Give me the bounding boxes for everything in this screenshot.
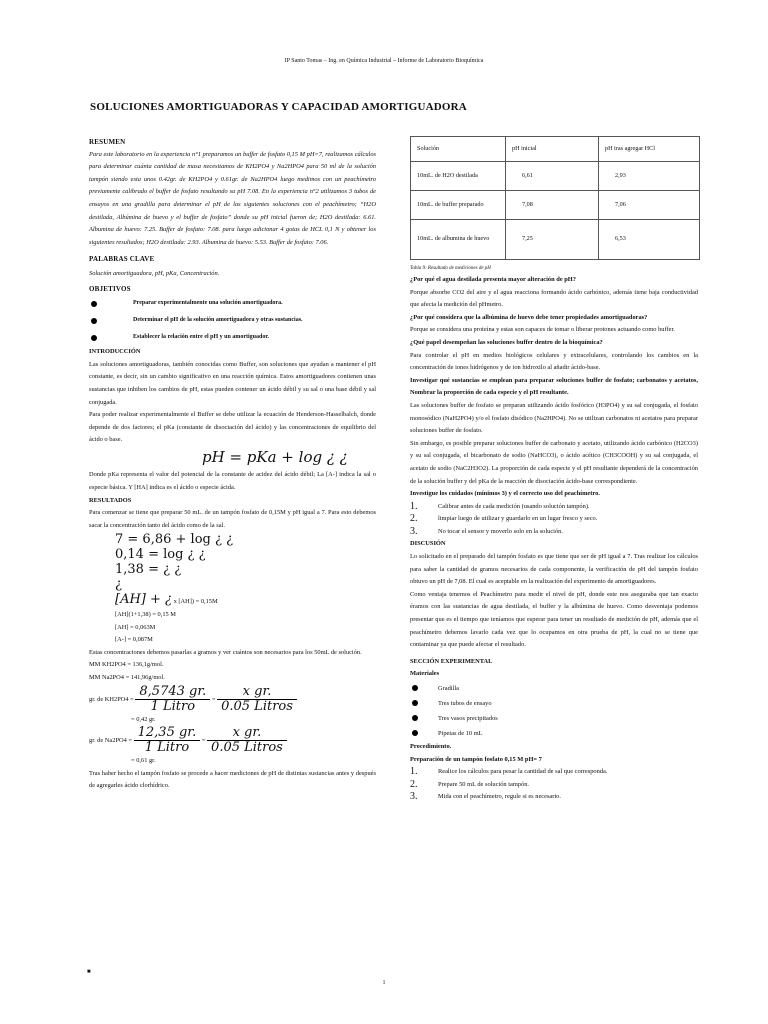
step-item: 3. Mida con el peachímetro, regule si es necesario. [410, 791, 561, 803]
table-row [411, 191, 700, 220]
calc-line: [AH] = 0,063M [115, 623, 156, 631]
step-item: 2. Prepare 50 mL de solución tampón. [410, 778, 529, 790]
fraction-kh2po4: gr. de KH2PO4 = $\frac{8,5743 gr.}{\text{1 Litro}}$ = $\frac{\text{x gr.}}{\text{0.05 Litros}}$ [89, 685, 376, 714]
materiales-heading: Materiales [410, 670, 440, 678]
equations-block [89, 532, 376, 646]
material-item: Gradilla [410, 681, 698, 696]
table-cell: 7,08 [506, 191, 599, 220]
fraction-na2po4: gr. de Na2PO4 = $\frac{12,35 gr.}{\text{1 Litro}}$ = $\frac{\text{x gr.}}{\text{0.05 Litros}}$ [89, 726, 376, 755]
question: Investigar qué sustancias se emplean para preparar soluciones buffer de fosfato; carbonatos y acetatos, Nombrar la proporción de cada especie y el pH resultante. [410, 376, 698, 397]
table-header: pH tras agregar HCl [599, 137, 700, 162]
discusion-p1: Lo solicitado en el preparado del tampón fosfato es que tiene que ser de pH igual a 7. Tras realizar los cálculos para saber la cantidad de gramos necesarios de cada componente, la verificación de pH del tampón fosfato obtuvo un pH de 7,08. El cual es aceptable en la realización del experimento de amortiguadores. [410, 553, 698, 586]
document-title: SOLUCIONES AMORTIGUADORAS Y CAPACIDAD AMORTIGUADORA [90, 101, 467, 113]
page-number: 1 [382, 980, 386, 986]
calc-line: [AH](1+1,38) = 0,15 M [115, 611, 176, 619]
objetivo-item: Preparar experimentalmente una solución amortiguadora. [89, 295, 376, 312]
bullet-icon [412, 700, 418, 706]
resultados-p1: Para comenzar se tiene que preparar 50 mL. de un tampón fosfato de 0,15M y pH igual a 7. Para esto debemos sacar la concentración tanto del ácido como de la sal. [89, 509, 376, 529]
table-header: pH inicial [506, 137, 599, 162]
table-header-row [411, 137, 700, 162]
introduccion-p2: Para poder realizar experimentalmente el Buffer se debe utilizar la ecuación de Henderson-Hasselbalch, donde depende de dos factores; el pKa (constante de disociación del ácido) y las concentraciones de equilibrio del ácido o base. [89, 411, 376, 444]
question: ¿Qué papel desempeñan las soluciones buffer dentro de la bioquímica? [410, 338, 603, 346]
palabras-text: Solución amortiguadora, pH, pKa, Concentración. [89, 269, 220, 277]
equation-line: 7 = 6,86 + log ¿ ¿ [115, 532, 234, 548]
palabras-heading: PALABRAS CLAVE [89, 255, 155, 264]
bullet-icon [412, 730, 418, 736]
step-item: 1. Realice los cálculos para pesar la cantidad de sal que corresponda. [410, 766, 608, 778]
henderson-equation: pH = pKa + log ¿ ¿ [202, 447, 348, 466]
bullet-icon [91, 335, 97, 341]
equation-line: ¿ [115, 577, 122, 593]
equation-line: 1,38 = ¿ ¿ [115, 562, 182, 578]
table-cell: 6,53 [599, 220, 700, 260]
calc-line: [A-] = 0,087M [115, 636, 153, 644]
corner-mark: ■ [87, 969, 91, 975]
table-cell: 10mL. de buffer preparado [411, 191, 506, 220]
material-item: Pipetas de 10 mL [410, 726, 698, 741]
answer: Porque absorbe CO2 del aire y el agua reacciona formando ácido carbónico, además tiene baja conductividad que afecta la medición del pHmetro. [410, 288, 698, 309]
table-cell: 10mL. de H2O destilada [411, 162, 506, 191]
introduccion-heading: INTRODUCCIÓN [89, 348, 141, 356]
objetivos-list [89, 295, 376, 346]
mm-kh2po4: MM KH2PO4 = 136,1g/mol. [89, 661, 164, 669]
answer: Porque se considera una proteína y estas son capaces de tomar o liberar protones actuando como buffer. [410, 326, 675, 334]
question: ¿Por qué considera que la albúmina de huevo debe tener propiedades amortiguadoras? [410, 313, 648, 321]
answer: Sin embargo, es posible preparar soluciones buffer de carbonato y acetato, utilizando ácido carbónico (H2CO3) y su sal conjugada, el bicarbonato de sodio (NaHCO3), o ácido acético (CH3COOH) y su sal conjugada, el acetato de sodio (NaC2H3O2). La proporción de cada especie y el pH resultante dependerá de la concentración de la solución buffer y del pKa de la reacción de disociación ácido-base correspondiente. [410, 439, 698, 485]
cuidados-heading: Investigue los cuidados (mínimos 3) y el correcto uso del peachímetro. [410, 490, 600, 498]
seccion-heading: SECCIÓN EXPERIMENTAL [410, 657, 493, 665]
resultados-p2: Estas concentraciones debemos pasarlas a gramos y ver cuántos son necesarios para los 50mL de solución. [89, 648, 362, 656]
introduccion-p1: Las soluciones amortiguadoras, también conocidas como Buffer, son soluciones que ayudan a mantener el pH constante, es decir, sin un cambio significativo en una reacción química. Estos amortiguadores contienen unas sustancias que inhiben los cambios de pH, estas pueden contener un ácido débil y su sal o una base débil y sal conjugada. [89, 360, 376, 406]
equation-line: [AH] + ¿ x [AH]) = 0,15M [115, 592, 218, 608]
discusion-heading: DISCUSIÓN [410, 540, 446, 548]
question: ¿Por qué el agua destilada presenta mayor alteración de pH? [410, 276, 576, 283]
table-header: Solución [411, 137, 506, 162]
table-cell: 2,93 [599, 162, 700, 191]
objetivo-item: Determinar el pH de la solución amortiguadora y otras sustancias. [89, 312, 376, 329]
table-caption: Tabla 9: Resultado de mediciones de pH [410, 266, 491, 271]
material-item: Tres tubos de ensayo [410, 696, 698, 711]
result-kh2po4: = 0,42 gr. [131, 715, 156, 723]
table-cell: 6,61 [506, 162, 599, 191]
resultados-p3: Tras haber hecho el tampón fosfato se procede a hacer mediciones de pH de distintas sustancias antes y después de agregarles ácido clorhídrico. [89, 769, 376, 790]
result-na2po4: = 0,61 gr. [131, 757, 156, 765]
ph-table [410, 136, 700, 260]
answer: Para controlar el pH en medios biológicos celulares y extracelulares, controlando los cambios en la concentración de iones hidrógenos y de ion hidroxilo al añadir ácido-base. [410, 351, 698, 372]
table-row [411, 220, 700, 260]
bullet-icon [91, 318, 97, 324]
bullet-icon [412, 715, 418, 721]
table-cell: 7,06 [599, 191, 700, 220]
resultados-heading: RESULTADOS [89, 496, 132, 504]
cuidado-item: 1. Calibrar antes de cada medición (usando solución tampón). [410, 500, 590, 512]
resumen-heading: RESUMEN [89, 138, 126, 146]
table-cell: 7,25 [506, 220, 599, 260]
mm-na2po4: MM Na2PO4 = 141,96g/mol. [89, 674, 165, 681]
page-header: IP Santo Tomas – Ing. en Química Industrial – Informe de Laboratorio Bioquímica [284, 58, 484, 64]
answer: Las soluciones buffer de fosfato se preparan utilizando ácido fosfórico (H3PO4) y su sal conjugada, el fosfato monosódico (NaH2PO4) y/o el fosfato disódico (Na2HPO4). No se utilizan carbonatos ni acetatos para preparar soluciones buffer de fosfato. [410, 401, 698, 435]
procedimiento-heading: Procedimiento. [410, 743, 452, 750]
material-item: Tres vasos precipitados [410, 711, 698, 726]
right-column [410, 136, 698, 804]
objetivo-item: Establecer la relación entre el pH y un amortiguador. [89, 329, 376, 346]
bullet-icon [412, 685, 418, 691]
bullet-icon [91, 301, 97, 307]
equation-line: 0,14 = log ¿ ¿ [115, 547, 206, 563]
left-column [89, 136, 376, 793]
table-row [411, 162, 700, 191]
introduccion-p3: Donde pKa representa el valor del potencial de la constante de acidez del ácido débil; La [A-] indica la sal o especie básica. Y [HA] indica es el ácido o especie ácida. [89, 471, 376, 492]
discusion-p2: Como ventaja tenemos el Peachímetro para medir el nivel de pH, donde este nos aseguraba que tan exacto éramos con las sustancias de agua destilada, el buffer y la albúmina de huevo. Como desventaja podemos presentar que es el tiempo que teníamos que esperar para tener un resultado de medición de pH, además que el peachímetro debemos lavarlo cada vez que lo ocupamos en otra prueba de pH, la cual no se tiene que contaminar ya que puede afectar el resultado. [410, 590, 698, 649]
resumen-text: Para este laboratorio en la experiencia n°1 preparamos un buffer de fosfato 0,15 M pH=7, realizamos cálculos para determinar cuánta cantidad de masa necesitamos de KH2PO4 y Na2HPO4 para 50 ml de la solución tampón siendo esta unos 0.42gr. de KH2PO4 y 0.61gr. de Na2HPO4 luego medimos con un peachímetro previamente calibrado el buffer de fosfato resultando su pH 7.08. En la experiencia n°2 utilizamos 3 tubos de ensayos en una gradilla para determinar el pH de las siguientes soluciones con el peachímetro; “H2O destilada, Albúmina de huevo y el buffer de fosfato” donde su pH inicial fueron de; H2O destilada: 6.61. Albumina de huevo: 7.25. Buffer de fosfato: 7.08. para luego adicionar 4 gotas de HCL 0,1 N y obtener los siguientes resultados; H2O destilada: 2.93. Albumina de huevo: 5.53. Buffer de fosfato: 7.06. [89, 150, 376, 246]
table-cell: 10mL. de albumina de huevo [411, 220, 506, 260]
cuidado-item: 3. No tocar el sensor y moverlo solo en la solución. [410, 525, 563, 537]
objetivos-heading: OBJETIVOS [89, 284, 131, 293]
cuidado-item: 2. limpiar luego de utilizar y guardarlo en un lugar fresco y seco. [410, 513, 598, 525]
preparacion-heading: Preparación de un tampón fosfato 0,15 M pH= 7 [410, 755, 542, 763]
